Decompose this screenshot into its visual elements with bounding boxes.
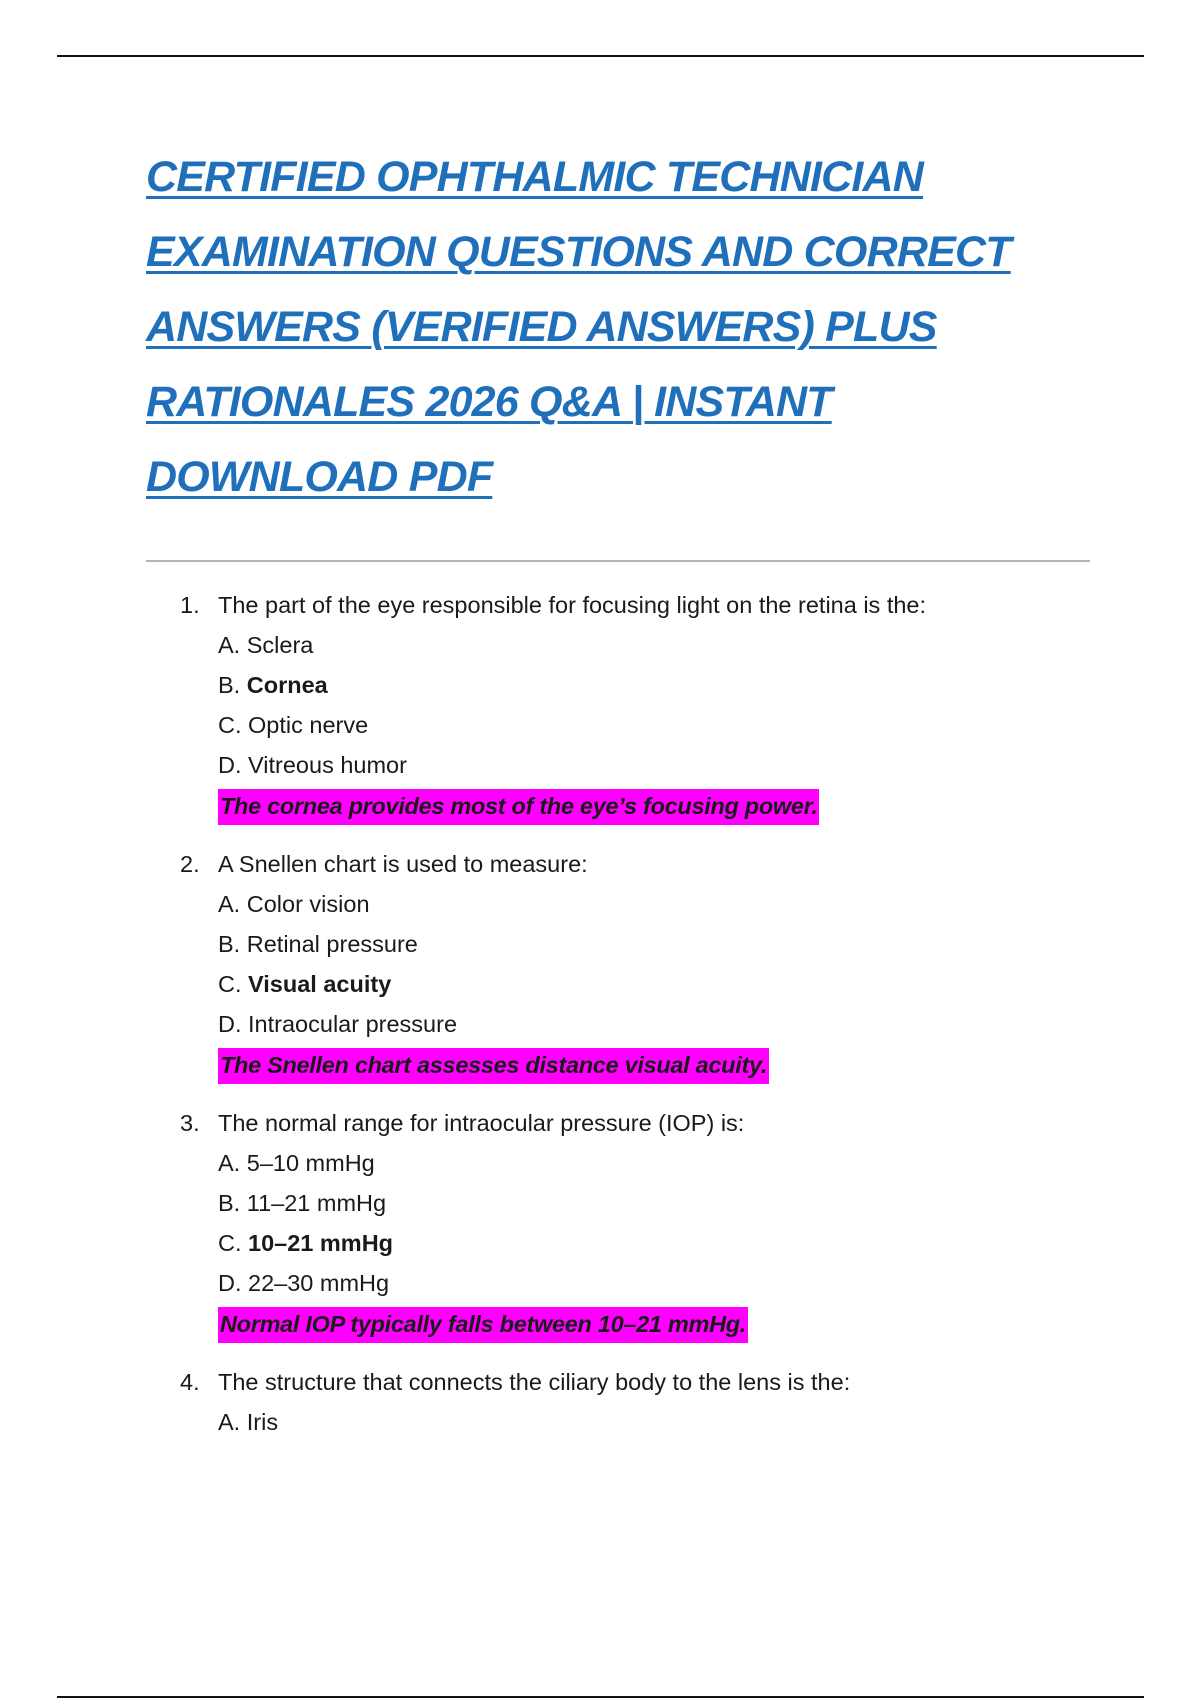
- option-text: Sclera: [246, 632, 314, 658]
- option-text: Cornea: [246, 672, 328, 698]
- answer-option: [218, 884, 1080, 924]
- question-text: The part of the eye responsible for focusing light on the retina is the:: [218, 592, 927, 618]
- question-stem: [180, 1103, 1080, 1143]
- answer-option: [218, 924, 1080, 964]
- title-line-3: ANSWERS (VERIFIED ANSWERS) PLUS: [146, 303, 937, 351]
- answer-option: [218, 705, 1080, 745]
- rationale: [218, 1304, 1080, 1348]
- option-text: Visual acuity: [248, 971, 392, 997]
- question-stem: [180, 585, 1080, 625]
- question-text: The structure that connects the ciliary body to the lens is the:: [218, 1369, 851, 1395]
- option-letter: D.: [218, 1270, 242, 1296]
- answer-option-correct: [218, 964, 1080, 1004]
- answer-option-correct: [218, 665, 1080, 705]
- question-text: A Snellen chart is used to measure:: [218, 851, 588, 877]
- answer-option: [218, 1183, 1080, 1223]
- answer-option: [218, 1263, 1080, 1303]
- question-number: 1.: [180, 592, 200, 618]
- title-line-2: EXAMINATION QUESTIONS AND CORRECT: [146, 228, 1011, 276]
- title-line-1: CERTIFIED OPHTHALMIC TECHNICIAN: [146, 153, 924, 201]
- question-number: 2.: [180, 851, 200, 877]
- question-item: [180, 1103, 1080, 1348]
- answer-option-correct: [218, 1223, 1080, 1263]
- option-text: Iris: [246, 1409, 279, 1435]
- rationale-text: Normal IOP typically falls between 10–21 mmHg.: [218, 1307, 748, 1343]
- option-letter: B.: [218, 672, 241, 698]
- answer-options: [180, 625, 1080, 785]
- question-number: 4.: [180, 1369, 200, 1395]
- answer-option: [218, 745, 1080, 785]
- option-text: 22–30 mmHg: [248, 1270, 390, 1296]
- question-number: 3.: [180, 1110, 200, 1136]
- answer-option: [218, 1143, 1080, 1183]
- option-letter: C.: [218, 971, 242, 997]
- option-letter: A.: [218, 891, 241, 917]
- page-top-rule: [57, 55, 1144, 57]
- option-letter: B.: [218, 1190, 241, 1216]
- title-line-5: DOWNLOAD PDF: [146, 453, 493, 501]
- answer-option: [218, 1004, 1080, 1044]
- option-text: Optic nerve: [248, 712, 369, 738]
- answer-options: [180, 1143, 1080, 1303]
- option-letter: C.: [218, 1230, 242, 1256]
- title-divider: [146, 560, 1090, 562]
- question-item: [180, 1362, 1080, 1442]
- option-letter: A.: [218, 1409, 241, 1435]
- rationale-text: The Snellen chart assesses distance visual acuity.: [218, 1048, 769, 1084]
- option-text: Vitreous humor: [248, 752, 407, 778]
- question-stem: [180, 844, 1080, 884]
- option-letter: D.: [218, 752, 242, 778]
- question-item: [180, 585, 1080, 830]
- option-text: 10–21 mmHg: [248, 1230, 394, 1256]
- question-stem: [180, 1362, 1080, 1402]
- page-bottom-rule: [57, 1696, 1144, 1698]
- option-letter: D.: [218, 1011, 242, 1037]
- option-letter: B.: [218, 931, 241, 957]
- option-letter: A.: [218, 1150, 241, 1176]
- answer-options: [180, 884, 1080, 1044]
- question-text: The normal range for intraocular pressure (IOP) is:: [218, 1110, 745, 1136]
- option-text: Retinal pressure: [246, 931, 418, 957]
- option-text: 11–21 mmHg: [246, 1190, 387, 1216]
- answer-option: [218, 1402, 1080, 1442]
- document-title: [146, 140, 1106, 515]
- title-line-4: RATIONALES 2026 Q&A | INSTANT: [146, 378, 832, 426]
- option-text: 5–10 mmHg: [246, 1150, 375, 1176]
- rationale-text: The cornea provides most of the eye’s focusing power.: [218, 789, 819, 825]
- option-letter: C.: [218, 712, 242, 738]
- rationale: [218, 1045, 1080, 1089]
- option-text: Color vision: [246, 891, 370, 917]
- answer-option: [218, 625, 1080, 665]
- question-item: [180, 844, 1080, 1089]
- question-list: [180, 585, 1080, 1456]
- rationale: [218, 786, 1080, 830]
- option-letter: A.: [218, 632, 241, 658]
- option-text: Intraocular pressure: [248, 1011, 458, 1037]
- answer-options: [180, 1402, 1080, 1442]
